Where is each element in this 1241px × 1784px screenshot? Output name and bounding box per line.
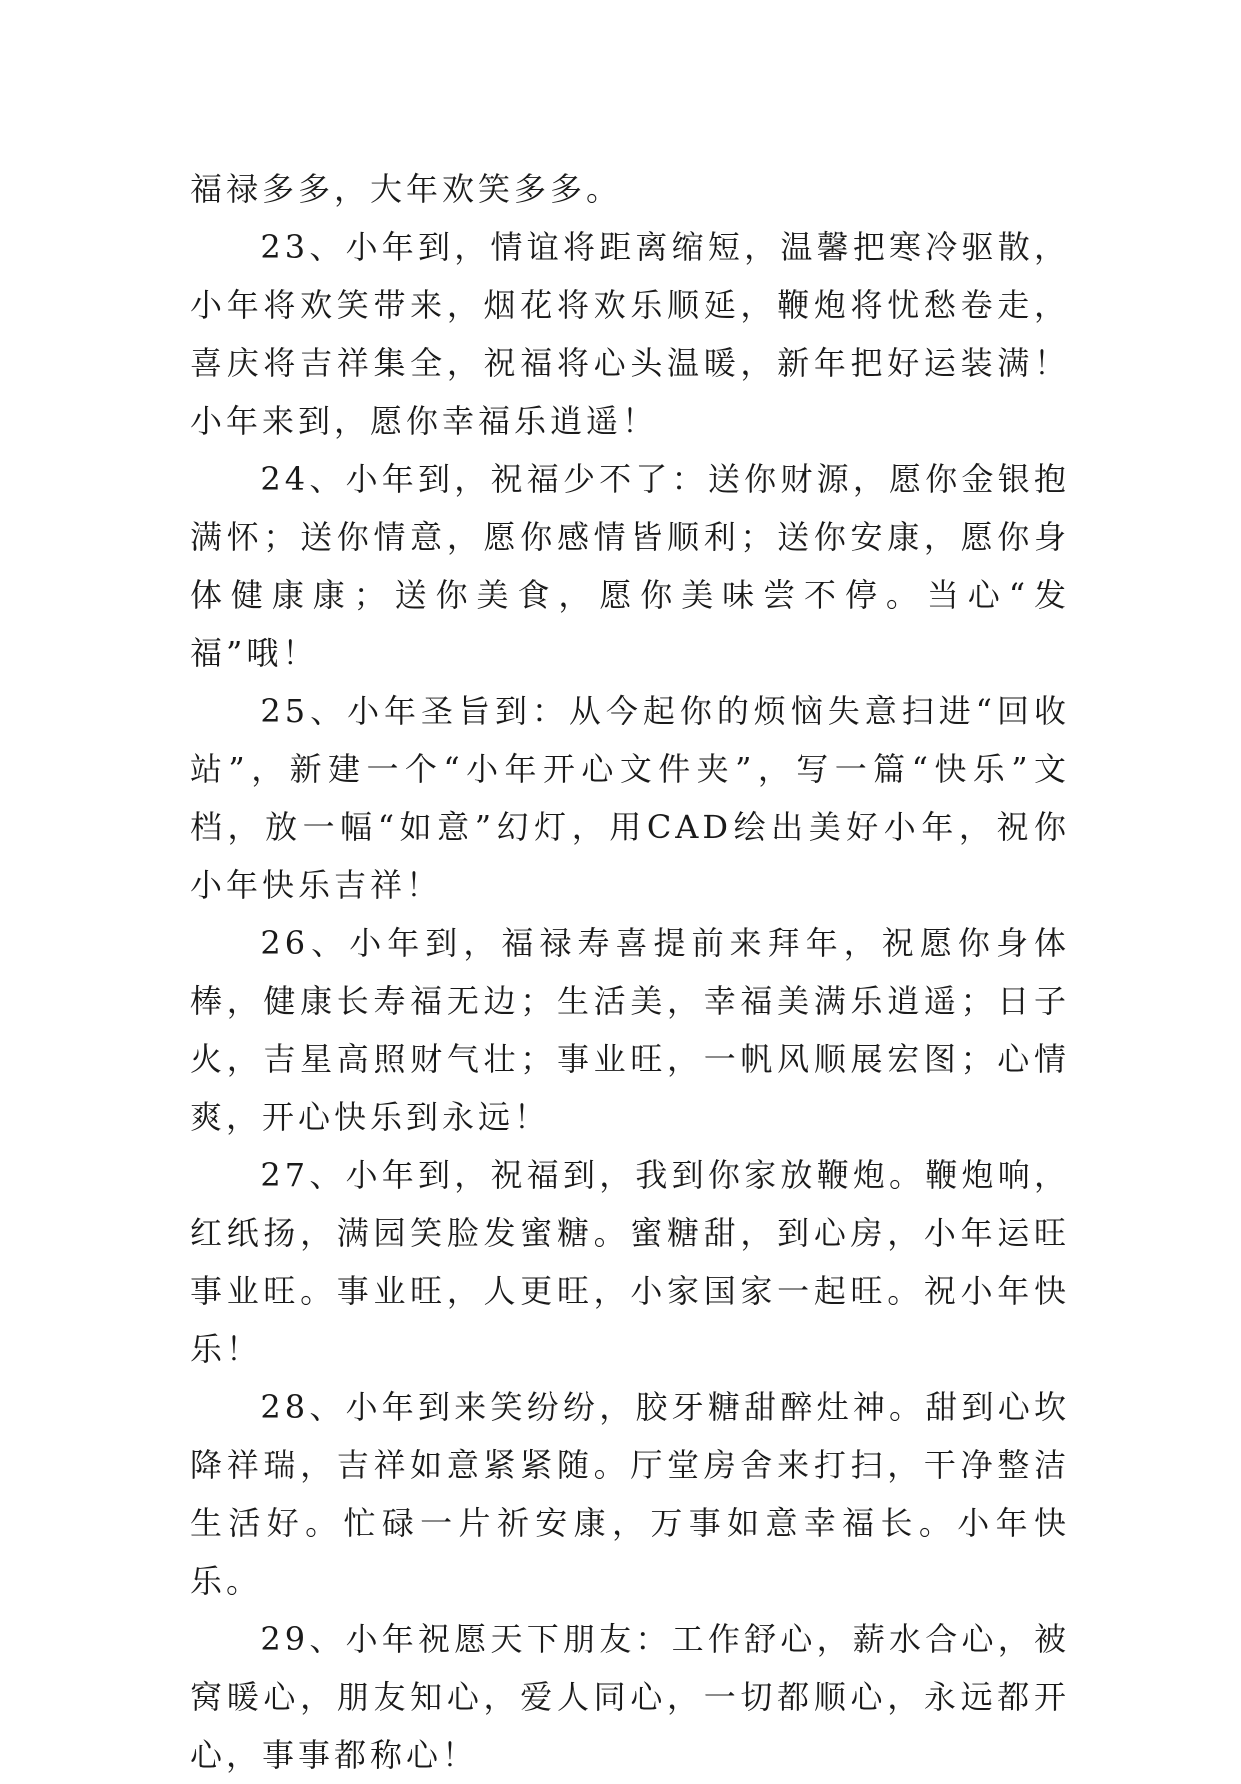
paragraph-23: 23、小年到，情谊将距离缩短，温馨把寒冷驱散，小年将欢笑带来，烟花将欢乐顺延，鞭炮将忧愁卷走，喜庆将吉祥集全，祝福将心头温暖，新年把好运装满！小年来到，愿你幸福乐逍遥！	[190, 228, 1070, 440]
paragraph-continuation: 福禄多多，大年欢笑多多。	[190, 170, 623, 208]
paragraph-24: 24、小年到，祝福少不了：送你财源，愿你金银抱满怀；送你情意，愿你感情皆顺利；送你安康，愿你身体健康康；送你美食，愿你美味尝不停。当心“发福”哦！	[190, 460, 1070, 672]
paragraph-25: 25、小年圣旨到：从今起你的烦恼失意扫进“回收站”，新建一个“小年开心文件夹”，写一篇“快乐”文档，放一幅“如意”幻灯，用CAD绘出美好小年，祝你小年快乐吉祥！	[190, 692, 1070, 904]
document-body	[190, 160, 1070, 1784]
paragraph-28: 28、小年到来笑纷纷，胶牙糖甜醉灶神。甜到心坎降祥瑞，吉祥如意紧紧随。厅堂房舍来打扫，干净整洁生活好。忙碌一片祈安康，万事如意幸福长。小年快乐。	[190, 1388, 1070, 1600]
paragraph-29: 29、小年祝愿天下朋友：工作舒心，薪水合心，被窝暖心，朋友知心，爱人同心，一切都顺心，永远都开心，事事都称心！	[190, 1620, 1070, 1774]
paragraph-26: 26、小年到，福禄寿喜提前来拜年，祝愿你身体棒，健康长寿福无边；生活美，幸福美满乐逍遥；日子火，吉星高照财气壮；事业旺，一帆风顺展宏图；心情爽，开心快乐到永远！	[190, 924, 1070, 1136]
paragraph-27: 27、小年到，祝福到，我到你家放鞭炮。鞭炮响，红纸扬，满园笑脸发蜜糖。蜜糖甜，到心房，小年运旺事业旺。事业旺，人更旺，小家国家一起旺。祝小年快乐！	[190, 1156, 1070, 1368]
